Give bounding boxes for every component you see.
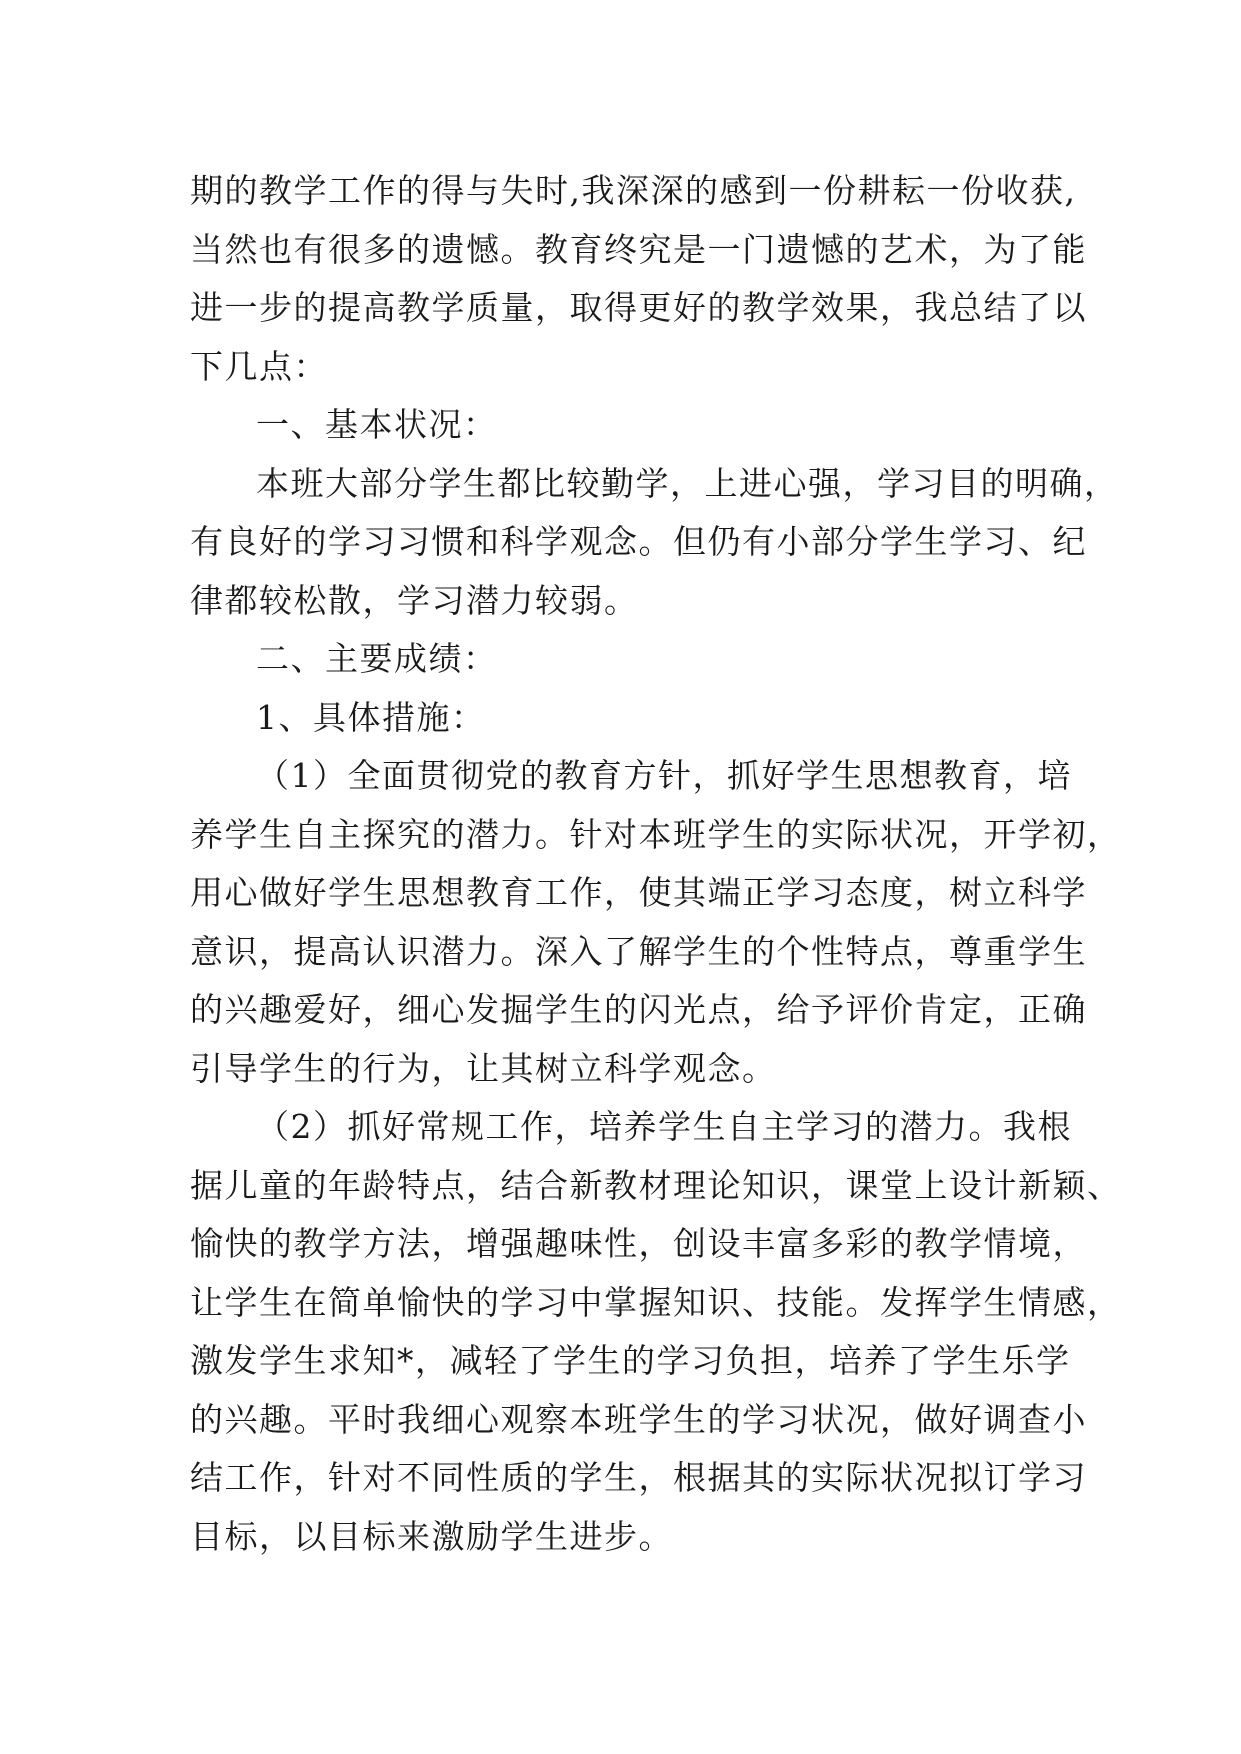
text-line: 结工作，针对不同性质的学生，根据其的实际状况拟订学习 (190, 1458, 1087, 1497)
text-line: 让学生在简单愉快的学习中掌握知识、技能。发挥学生情感， (190, 1282, 1122, 1322)
text-line: 一、基本状况： (256, 405, 498, 444)
text-line: 激发学生求知*，减轻了学生的学习负担，培养了学生乐学 (190, 1341, 1071, 1380)
text-line: 目标，以目标来激励学生进步。 (190, 1516, 673, 1556)
text-line: 引导学生的行为，让其树立科学观念。 (190, 1048, 777, 1088)
text-line: 愉快的教学方法，增强趣味性，创设丰富多彩的教学情境， (190, 1224, 1087, 1263)
text-line: 养学生自主探究的潜力。针对本班学生的实际状况，开学初， (190, 814, 1122, 854)
text-line: 意识，提高认识潜力。深入了解学生的个性特点，尊重学生 (190, 931, 1087, 971)
text-line: 期的教学工作的得与失时,我深深的感到一份耕耘一份收获, (190, 171, 1077, 210)
text-line: 1、具体措施： (256, 697, 486, 737)
text-line: （2）抓好常规工作，培养学生自主学习的潜力。我根 (256, 1107, 1072, 1146)
text-line: 本班大部分学生都比较勤学，上进心强，学习目的明确， (256, 463, 1119, 503)
text-line: 二、主要成绩： (256, 639, 498, 678)
text-line: 的兴趣。平时我细心观察本班学生的学习状况，做好调查小 (190, 1399, 1087, 1439)
text-line: 有良好的学习习惯和科学观念。但仍有小部分学生学习、纪 (190, 522, 1087, 561)
text-line: 用心做好学生思想教育工作，使其端正学习态度，树立科学 (190, 873, 1087, 912)
text-line: （1）全面贯彻党的教育方针，抓好学生思想教育，培 (256, 756, 1072, 795)
text-line: 据儿童的年龄特点，结合新教材理论知识，课堂上设计新颖、 (190, 1165, 1122, 1205)
text-line: 律都较松散，学习潜力较弱。 (190, 580, 639, 620)
document-body (190, 162, 1122, 1566)
text-line: 当然也有很多的遗憾。教育终究是一门遗憾的艺术，为了能 (190, 229, 1087, 269)
text-line: 的兴趣爱好，细心发掘学生的闪光点，给予评价肯定，正确 (190, 990, 1087, 1029)
text-line: 进一步的提高教学质量，取得更好的教学效果，我总结了以 (190, 288, 1087, 327)
text-line: 下几点： (190, 346, 328, 386)
